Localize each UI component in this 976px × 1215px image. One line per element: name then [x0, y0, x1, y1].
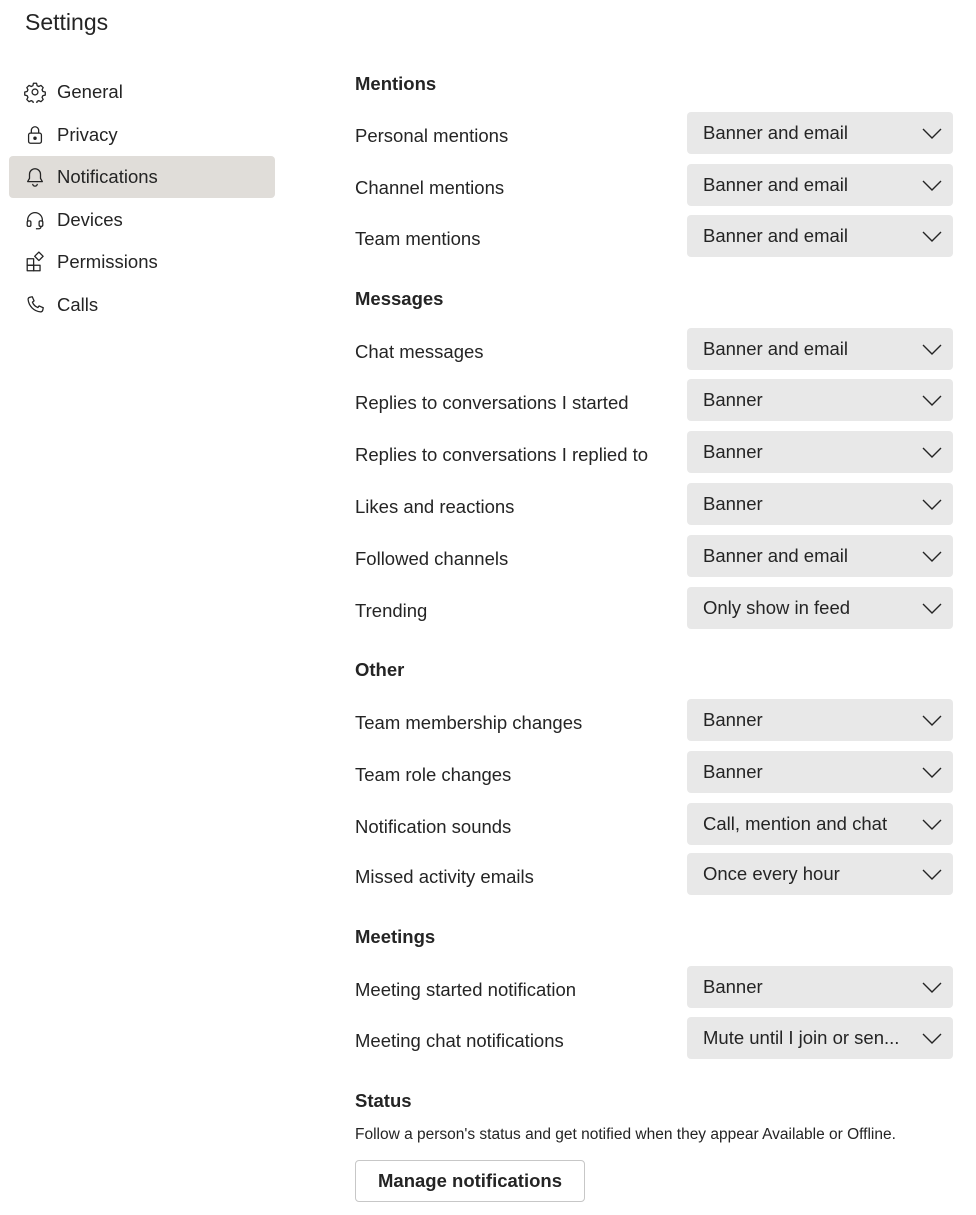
sidebar-item-label: General — [57, 81, 123, 102]
chevron-down-icon — [921, 122, 943, 144]
bell-icon — [24, 166, 46, 188]
sidebar-item-devices[interactable] — [9, 199, 275, 241]
setting-label: Missed activity emails — [355, 866, 534, 887]
dropdown-value: Only show in feed — [703, 597, 851, 618]
setting-row-chat-messages — [355, 328, 955, 370]
dropdown-value: Banner and email — [703, 122, 849, 143]
sidebar-item-label: Permissions — [57, 251, 158, 273]
chevron-down-icon — [921, 813, 943, 835]
setting-label: Replies to conversations I started — [355, 392, 629, 413]
dropdown-value: Banner — [703, 976, 763, 997]
chevron-down-icon — [921, 441, 943, 463]
setting-label: Channel mentions — [355, 177, 505, 198]
apps-icon — [24, 251, 46, 273]
setting-row-notification-sounds — [355, 803, 955, 845]
phone-icon — [24, 294, 46, 316]
notification-sounds-dropdown[interactable] — [687, 803, 953, 845]
sidebar-item-permissions[interactable] — [9, 241, 275, 283]
sidebar-item-notifications[interactable] — [9, 156, 275, 198]
dropdown-value: Call, mention and chat — [703, 813, 888, 834]
section-heading-status: Status — [355, 1090, 412, 1111]
page-title: Settings — [25, 9, 109, 35]
settings-sidebar — [9, 71, 275, 327]
sidebar-item-general[interactable] — [9, 71, 275, 113]
setting-label: Likes and reactions — [355, 496, 515, 517]
chat-messages-dropdown[interactable] — [687, 328, 953, 370]
setting-label: Team role changes — [355, 764, 512, 785]
chevron-down-icon — [921, 389, 943, 411]
setting-label: Followed channels — [355, 548, 509, 569]
setting-row-missed-activity — [355, 853, 955, 895]
section-heading-other: Other — [355, 659, 405, 680]
setting-label: Meeting chat notifications — [355, 1030, 564, 1051]
setting-row-replies-started — [355, 379, 955, 421]
trending-dropdown[interactable] — [687, 587, 953, 629]
chevron-down-icon — [921, 1027, 943, 1049]
team-role-dropdown[interactable] — [687, 751, 953, 793]
setting-label: Trending — [355, 600, 428, 621]
status-description: Follow a person's status and get notified when they appear Available or Offline. — [355, 1126, 896, 1143]
setting-row-replies-replied — [355, 431, 955, 473]
replies-replied-dropdown[interactable] — [687, 431, 953, 473]
headset-icon — [24, 209, 46, 231]
chevron-down-icon — [921, 761, 943, 783]
followed-channels-dropdown[interactable] — [687, 535, 953, 577]
chevron-down-icon — [921, 493, 943, 515]
setting-label: Personal mentions — [355, 125, 509, 146]
chevron-down-icon — [921, 597, 943, 619]
section-heading-meetings: Meetings — [355, 926, 436, 947]
personal-mentions-dropdown[interactable] — [687, 112, 953, 154]
setting-row-team-role — [355, 751, 955, 793]
chevron-down-icon — [921, 545, 943, 567]
dropdown-value: Banner — [703, 389, 763, 410]
setting-row-channel-mentions — [355, 164, 955, 206]
dropdown-value: Banner — [703, 709, 763, 730]
chevron-down-icon — [921, 976, 943, 998]
chevron-down-icon — [921, 709, 943, 731]
dropdown-value: Banner and email — [703, 545, 849, 566]
lock-icon — [24, 124, 46, 146]
setting-row-meeting-started — [355, 966, 955, 1008]
setting-label: Team membership changes — [355, 712, 583, 733]
setting-row-followed-channels — [355, 535, 955, 577]
dropdown-value: Banner and email — [703, 338, 849, 359]
setting-label: Team mentions — [355, 228, 481, 249]
chevron-down-icon — [921, 338, 943, 360]
dropdown-value: Once every hour — [703, 863, 840, 884]
setting-label: Meeting started notification — [355, 979, 577, 1000]
meeting-chat-dropdown[interactable] — [687, 1017, 953, 1059]
section-heading-mentions: Mentions — [355, 73, 437, 94]
likes-reactions-dropdown[interactable] — [687, 483, 953, 525]
dropdown-value: Banner — [703, 761, 763, 782]
dropdown-value: Banner — [703, 441, 763, 462]
setting-label: Chat messages — [355, 341, 484, 362]
setting-row-likes-reactions — [355, 483, 955, 525]
setting-row-team-mentions — [355, 215, 955, 257]
sidebar-item-privacy[interactable] — [9, 114, 275, 156]
dropdown-value: Banner — [703, 493, 763, 514]
sidebar-item-label: Calls — [57, 293, 99, 315]
sidebar-item-calls[interactable] — [9, 284, 275, 326]
setting-label: Replies to conversations I replied to — [355, 444, 649, 465]
dropdown-value: Mute until I join or sen... — [703, 1027, 900, 1048]
setting-row-team-membership — [355, 699, 955, 741]
team-membership-dropdown[interactable] — [687, 699, 953, 741]
gear-icon — [24, 81, 46, 103]
sidebar-item-label: Devices — [57, 208, 123, 230]
sidebar-item-label: Notifications — [57, 166, 158, 188]
section-heading-messages: Messages — [355, 288, 444, 309]
dropdown-value: Banner and email — [703, 225, 849, 246]
setting-row-trending — [355, 587, 955, 629]
replies-started-dropdown[interactable] — [687, 379, 953, 421]
setting-row-meeting-chat — [355, 1017, 955, 1059]
sidebar-item-label: Privacy — [57, 123, 118, 145]
setting-row-personal-mentions — [355, 112, 955, 154]
manage-notifications-button[interactable]: Manage notifications — [355, 1160, 585, 1202]
dropdown-value: Banner and email — [703, 174, 849, 195]
team-mentions-dropdown[interactable] — [687, 215, 953, 257]
setting-label: Notification sounds — [355, 816, 512, 837]
channel-mentions-dropdown[interactable] — [687, 164, 953, 206]
meeting-started-dropdown[interactable] — [687, 966, 953, 1008]
chevron-down-icon — [921, 174, 943, 196]
missed-activity-dropdown[interactable] — [687, 853, 953, 895]
chevron-down-icon — [921, 225, 943, 247]
chevron-down-icon — [921, 863, 943, 885]
